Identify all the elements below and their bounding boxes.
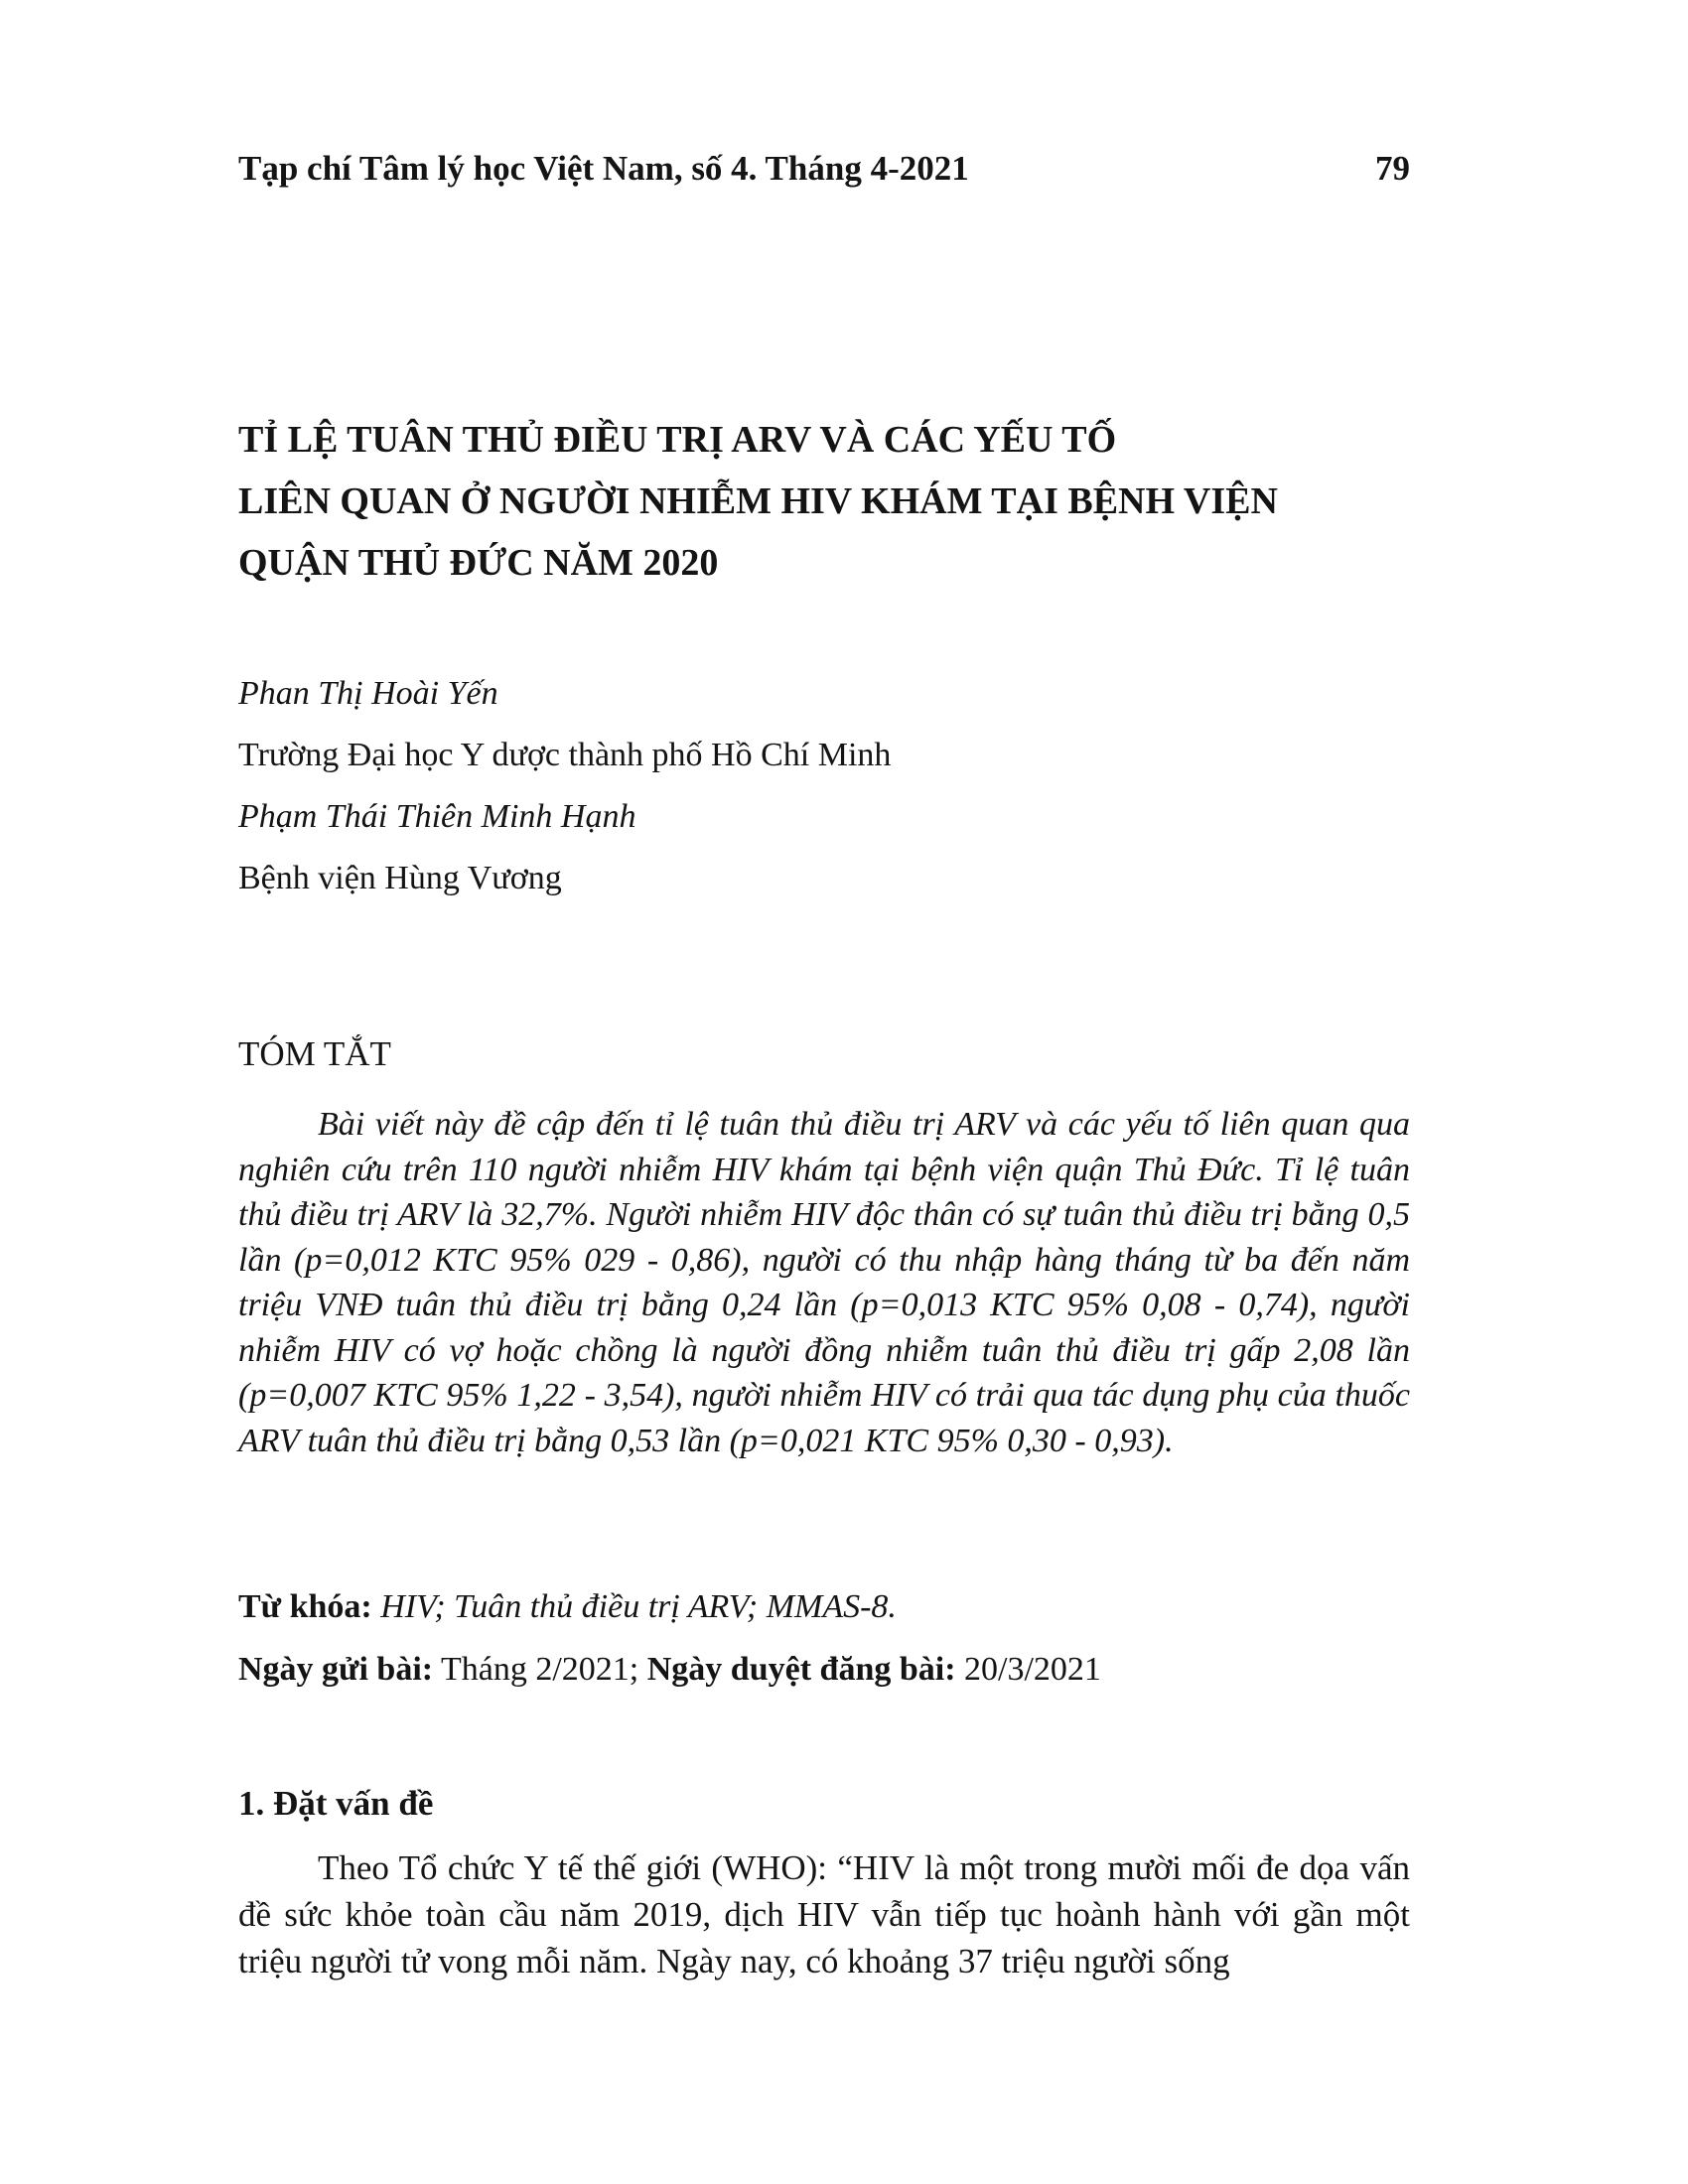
author-affiliation: Trường Đại học Y dược thành phố Hồ Chí Minh [238, 737, 892, 773]
title-line: TỈ LỆ TUÂN THỦ ĐIỀU TRỊ ARV VÀ CÁC YẾU TỐ [238, 419, 1117, 461]
title-line: QUẬN THỦ ĐỨC NĂM 2020 [238, 542, 719, 584]
submitted-value: Tháng 2/2021; [440, 1651, 639, 1688]
author-affiliation: Bệnh viện Hùng Vương [238, 860, 562, 896]
abstract-heading: TÓM TẮT [238, 1034, 391, 1073]
section-heading: 1. Đặt vấn đề [238, 1784, 434, 1823]
author-name: Phạm Thái Thiên Minh Hạnh [238, 798, 636, 835]
title-line: LIÊN QUAN Ở NGƯỜI NHIỄM HIV KHÁM TẠI BỆNH VIỆN [238, 480, 1278, 522]
accepted-value: 20/3/2021 [964, 1651, 1101, 1688]
article-title [238, 409, 1450, 594]
section-paragraph: Theo Tổ chức Y tế thế giới (WHO): “HIV là một trong mười mối đe dọa vấn đề sức khỏe toàn cầu năm 2019, dịch HIV vẫn tiếp tục hoành hành với gần một triệu người tử vong mỗi năm. Ngày nay, có khoảng 37 triệu người sống [238, 1848, 1410, 1980]
author-name: Phan Thị Hoài Yến [238, 675, 498, 712]
submitted-label: Ngày gửi bài: [238, 1651, 434, 1688]
keywords-label: Từ khóa: [238, 1588, 372, 1625]
journal-title: Tạp chí Tâm lý học Việt Nam, số 4. Tháng 4-2021 [238, 149, 969, 188]
byline [238, 663, 891, 909]
page-number: 79 [1375, 149, 1410, 188]
keywords-line [238, 1588, 897, 1626]
dates-line [238, 1651, 1101, 1689]
keywords-value: HIV; Tuân thủ điều trị ARV; MMAS-8. [380, 1588, 897, 1625]
abstract-text: Bài viết này đề cập đến tỉ lệ tuân thủ điều trị ARV và các yếu tố liên quan qua nghiên cứu trên 110 người nhiễm HIV khám tại bệnh viện quận Thủ Đức. Tỉ lệ tuân thủ điều trị ARV là 32,7%. Người nhiễm HIV độc thân có sự tuân thủ điều trị bằng 0,5 lần (p=0,012 KTC 95% 029 - 0,86), người có thu nhập hàng tháng từ ba đến năm triệu VNĐ tuân thủ điều trị bằng 0,24 lần (p=0,013 KTC 95% 0,08 - 0,74), người nhiễm HIV có vợ hoặc chồng là người đồng nhiễm tuân thủ điều trị gấp 2,08 lần (p=0,007 KTC 95% 1,22 - 3,54), người nhiễm HIV có trải qua tác dụng phụ của thuốc ARV tuân thủ điều trị bằng 0,53 lần (p=0,021 KTC 95% 0,30 - 0,93). [238, 1106, 1410, 1459]
accepted-label: Ngày duyệt đăng bài: [646, 1651, 956, 1688]
